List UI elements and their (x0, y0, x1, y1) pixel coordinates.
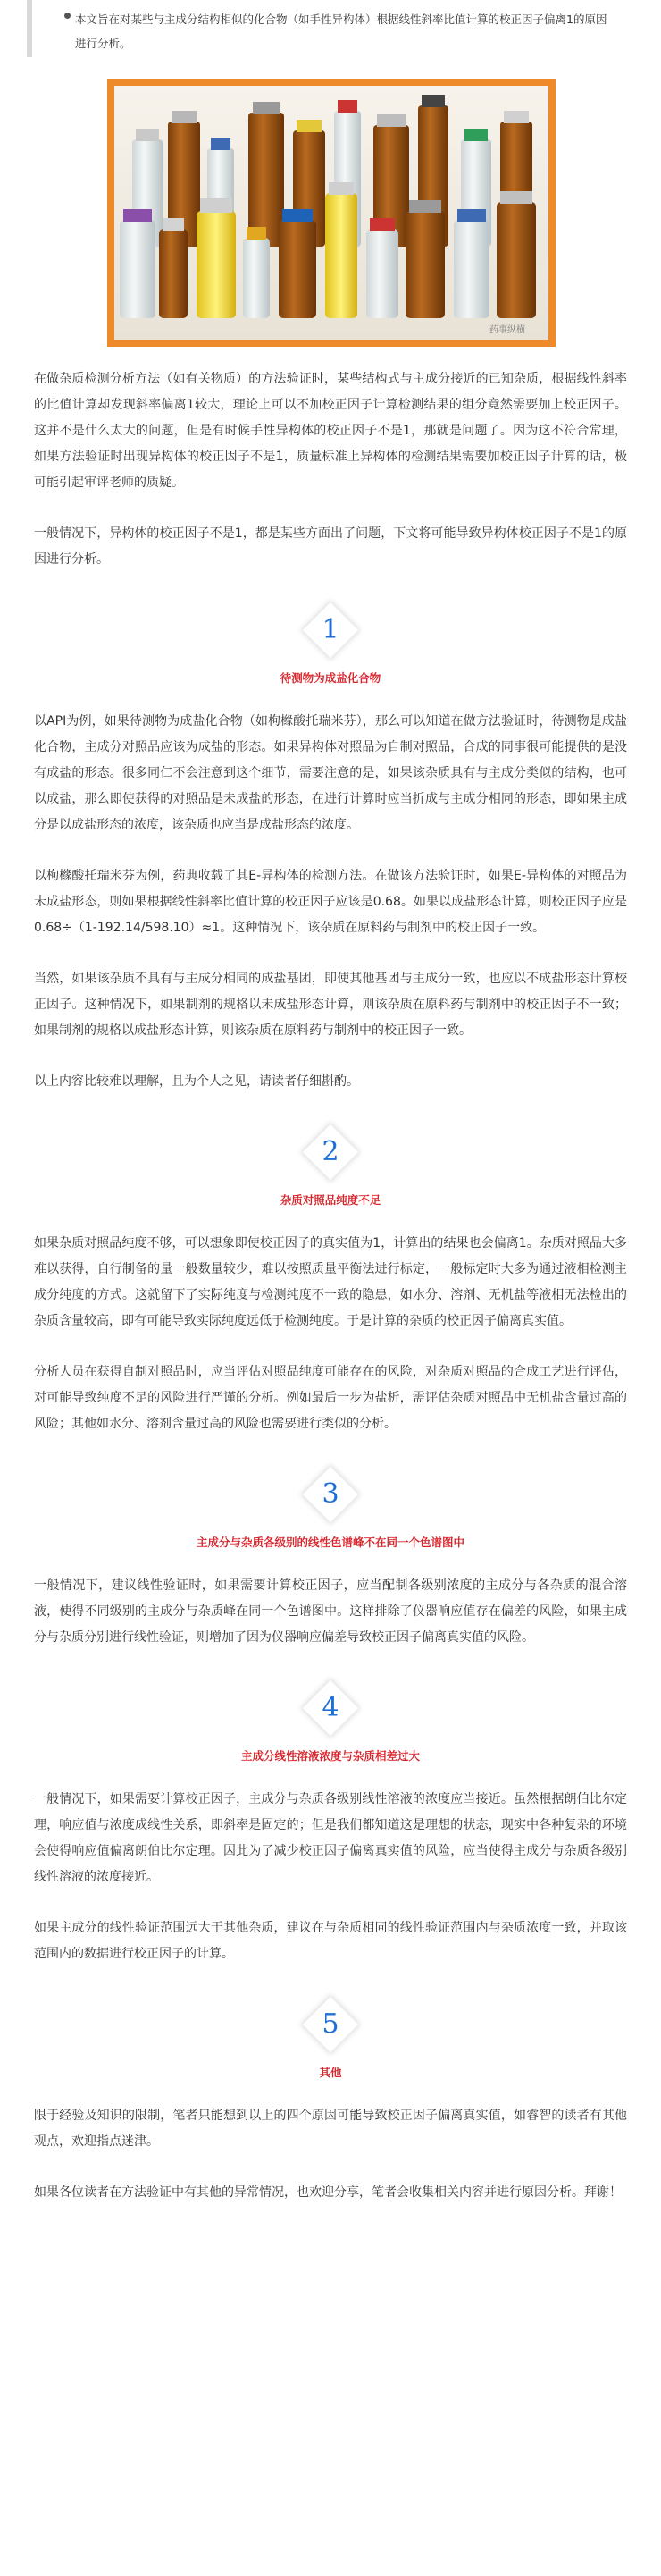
section-title: 杂质对照品纯度不足 (280, 1193, 381, 1207)
section-number-badge (295, 600, 366, 662)
paragraph: 当然，如果该杂质不具有与主成分相同的成盐基团，即使其他基团与主成分一致，也应以不成盐形态计算校正因子。这种情况下，如果制剂的规格以未成盐形态计算，则该杂质在原料药与制剂中的校正因子不一致；如果制剂的规格以成盐形态计算，则该杂质在原料药与制剂中的校正因子一致。 (34, 972, 627, 1038)
section-header-1 (0, 600, 661, 686)
section-title: 待测物为成盐化合物 (280, 671, 381, 685)
paragraph: 以上内容比较难以理解，且为个人之见，请读者仔细斟酌。 (34, 1074, 359, 1089)
section-number-badge (295, 1464, 366, 1527)
section-title: 其他 (319, 2066, 342, 2079)
vials-photo (107, 79, 556, 347)
paragraph: 限于经验及知识的限制，笔者只能想到以上的四个原因可能导致校正因子偏离真实值，如睿智的读者有其他观点，欢迎指点迷津。 (34, 2109, 627, 2149)
paragraph: 分析人员在获得自制对照品时，应当评估对照品纯度可能存在的风险，对杂质对照品的合成工艺进行评估，对可能导致纯度不足的风险进行严谨的分析。例如最后一步为盐析，需评估杂质对照品中无机盐含量过高的风险；其他如水分、溶剂含量过高的风险也需要进行类似的分析。 (34, 1365, 627, 1431)
section-number: 2 (322, 1136, 339, 1167)
section-number-badge (295, 1678, 366, 1740)
bullet-dot (64, 13, 71, 19)
watermark-text: 药事纵横 (489, 325, 525, 335)
paragraph: 以API为例，如果待测物为成盐化合物（如枸橼酸托瑞米芬），那么可以知道在做方法验证时，待测物是成盐化合物，主成分对照品应该为成盐的形态。如果异构体对照品为自制对照品，合成的同事很可能提供的是没有成盐的形态。很多同仁不会注意到这个细节，需要注意的是，如果该杂质具有与主成分类似的结构，也可以成盐，那么即使获得的对照品是未成盐的形态，在进行计算时应当折成与主成分相同的形态，即如果主成分是以成盐形态的浓度，该杂质也应当是成盐形态的浓度。 (34, 714, 627, 832)
section-header-3 (0, 1464, 661, 1550)
section-header-5 (0, 1994, 661, 2080)
intro-text: 本文旨在对某些与主成分结构相似的化合物（如手性异构体）根据线性斜率比值计算的校正因子偏离1的原因进行分析。 (75, 13, 607, 50)
section-number: 1 (322, 614, 339, 645)
section-number: 3 (322, 1478, 339, 1510)
section-title: 主成分与杂质各级别的线性色谱峰不在同一个色谱图中 (196, 1536, 464, 1549)
paragraph: 如果主成分的线性验证范围远大于其他杂质，建议在与杂质相同的线性验证范围内与杂质浓度一致，并取该范围内的数据进行校正因子的计算。 (34, 1921, 627, 1961)
paragraph: 在做杂质检测分析方法（如有关物质）的方法验证时，某些结构式与主成分接近的已知杂质，根据线性斜率的比值计算却发现斜率偏离1较大，理论上可以不加校正因子计算检测结果的组分竟然需要加上校正因子。这并不是什么太大的问题，但是有时候手性异构体的校正因子不是1，那就是问题了。因为这不符合常理，如果方法验证时出现异构体的校正因子不是1，质量标准上异构体的检测结果需要加校正因子计算的话，极可能引起审评老师的质疑。 (34, 372, 627, 490)
intro-quote (27, 0, 632, 57)
section-header-2 (0, 1122, 661, 1208)
paragraph: 如果杂质对照品纯度不够，可以想象即使校正因子的真实值为1，计算出的结果也会偏离1。杂质对照品大多难以获得，自行制备的量一般数量较少，难以按照质量平衡法进行标定，一般标定时大多为通过液相检测主成分纯度的方式。这就留下了实际纯度与检测纯度不一致的隐患，如水分、溶剂、无机盐等液相无法检出的杂质含量较高，即有可能导致实际纯度远低于检测纯度。于是计算的杂质的校正因子偏离真实值。 (34, 1236, 627, 1328)
section-title: 主成分线性溶液浓度与杂质相差过大 (240, 1749, 420, 1763)
paragraph: 一般情况下，建议线性验证时，如果需要计算校正因子，应当配制各级别浓度的主成分与各杂质的混合溶液，使得不同级别的主成分与杂质峰在同一个色谱图中。这样排除了仪器响应值存在偏差的风险，如果主成分与杂质分别进行线性验证，则增加了因为仪器响应偏差导致校正因子偏离真实值的风险。 (34, 1578, 627, 1645)
paragraph: 一般情况下，异构体的校正因子不是1，都是某些方面出了问题，下文将可能导致异构体校正因子不是1的原因进行分析。 (34, 526, 627, 567)
section-number: 5 (322, 2008, 339, 2040)
paragraph: 以枸橼酸托瑞米芬为例，药典收载了其E-异构体的检测方法。在做该方法验证时，如果E-异构体的对照品为未成盐形态，则如果根据线性斜率比值计算的校正因子应该是0.68。如果以成盐形态计算，则校正因子应是0.68÷（1-192.14/598.10）≈1。这种情况下，该杂质在原料药与制剂中的校正因子一致。 (34, 869, 627, 935)
section-number-badge (295, 1122, 366, 1184)
section-number-badge (295, 1994, 366, 2057)
section-number: 4 (322, 1692, 339, 1723)
article-photo (107, 79, 556, 347)
paragraph: 如果各位读者在方法验证中有其他的异常情况，也欢迎分享，笔者会收集相关内容并进行原因分析。拜谢！ (34, 2185, 622, 2200)
paragraph: 一般情况下，如果需要计算校正因子，主成分与杂质各级别线性溶液的浓度应当接近。虽然根据朗伯比尔定理，响应值与浓度成线性关系，即斜率是固定的；但是我们都知道这是理想的状态，现实中各种复杂的环境会使得响应值偏离朗伯比尔定理。因此为了减少校正因子偏离真实值的风险，应当使得主成分与杂质各级别线性溶液的浓度接近。 (34, 1792, 627, 1884)
section-header-4 (0, 1678, 661, 1764)
